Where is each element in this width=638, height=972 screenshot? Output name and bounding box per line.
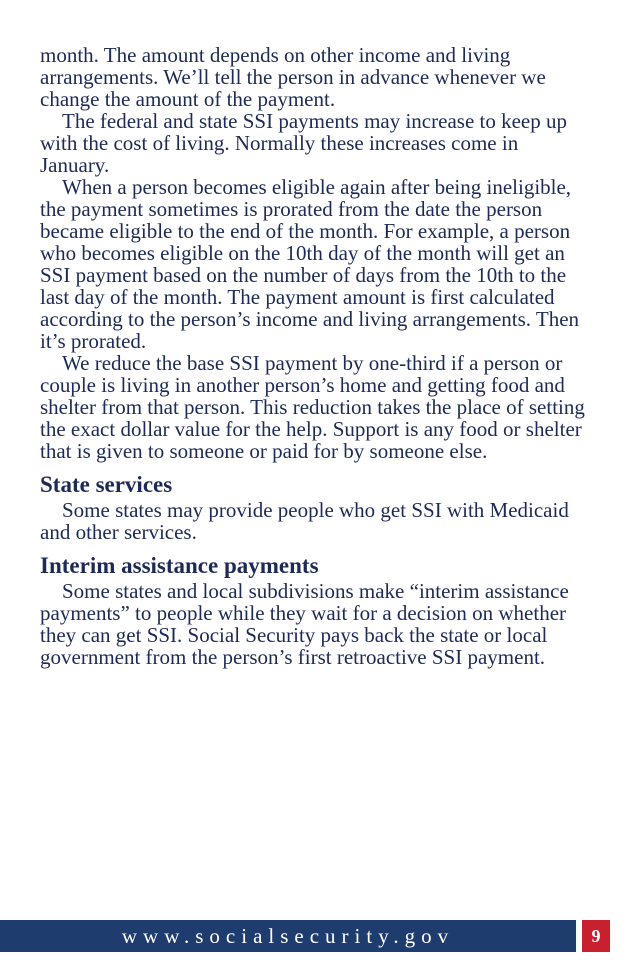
heading-state-services: State services: [40, 472, 173, 497]
footer-url: www.socialsecurity.gov: [121, 924, 455, 948]
paragraph-interim-assistance: Some states and local subdivisions make “interim assistance payments” to people while they wait for a decision on whether they can get SSI. Social Security pays back the state or local government from the person’s first retroactive SSI payment.: [40, 579, 569, 669]
page-number-box: [582, 920, 610, 952]
footer-bar: [0, 920, 576, 952]
heading-interim-assistance: Interim assistance payments: [40, 553, 319, 578]
paragraph-state-services: Some states may provide people who get SSI with Medicaid and other services.: [40, 498, 569, 544]
paragraph-continued: month. The amount depends on other income and living arrangements. We’ll tell the person in advance whenever we change the amount of the payment.: [40, 43, 546, 111]
paragraph-prorated-payment: When a person becomes eligible again after being ineligible, the payment sometimes is prorated from the date the person became eligible to the end of the month. For example, a person who becomes eligible on the 10th day of the month will get an SSI payment based on the number of days from the 10th to the last day of the month. The payment amount is first calculated according to the person’s income and living arrangements. Then it’s prorated.: [40, 175, 580, 353]
paragraph-one-third-reduction: We reduce the base SSI payment by one-third if a person or couple is living in another person’s home and getting food and shelter from that person. This reduction takes the place of setting the exact dollar value for the help. Support is any food or shelter that is given to someone or paid for by someone else.: [40, 351, 585, 463]
page-number: 9: [591, 926, 601, 946]
paragraph-cost-of-living: The federal and state SSI payments may increase to keep up with the cost of living. Normally these increases come in January.: [40, 109, 567, 177]
page-content: [40, 44, 590, 668]
